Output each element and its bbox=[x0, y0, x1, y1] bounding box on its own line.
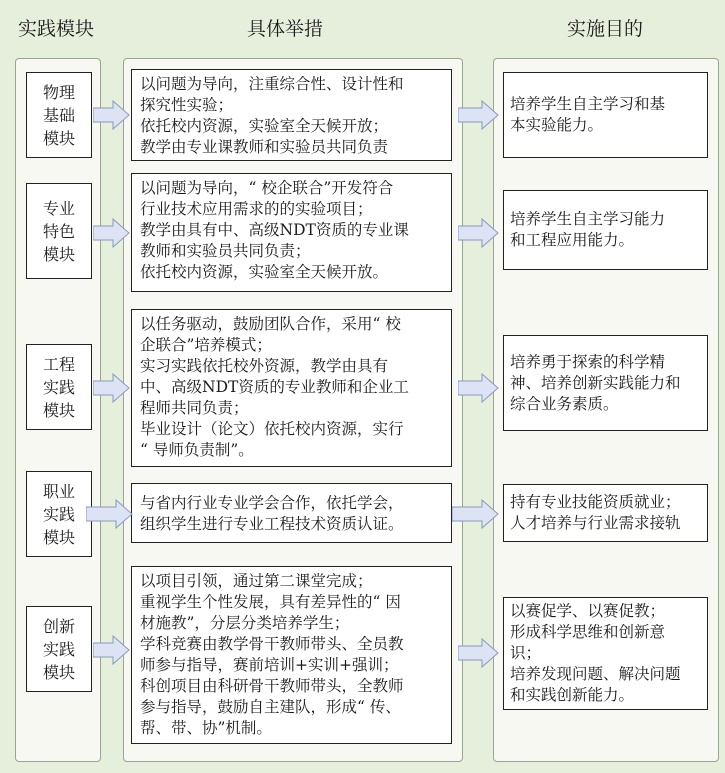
goal-line: 本实验能力。 bbox=[510, 116, 604, 134]
measure-line: 与省内行业专业学会合作，依托学会， bbox=[140, 494, 404, 512]
module-box bbox=[26, 606, 92, 692]
measure-line: 中、高级NDT资质的专业教师和企业工 bbox=[140, 378, 409, 396]
goal-box bbox=[503, 335, 708, 431]
measure-line: 以问题为导向，注重综合性、设计性和 bbox=[140, 75, 404, 93]
measure-line: 教师和实验员共同负责； bbox=[140, 242, 311, 260]
goal-line: 以赛促学、以赛促教； bbox=[510, 602, 666, 620]
measure-line: 程师共同负责； bbox=[140, 399, 249, 417]
goal-box bbox=[503, 72, 708, 158]
measure-line: 以问题为导向，“ 校企联合”开发符合 bbox=[140, 179, 394, 197]
goal-box bbox=[503, 190, 708, 270]
measure-line: 以任务驱动，鼓励团队合作，采用“ 校 bbox=[140, 315, 401, 333]
module-text: 实践 bbox=[42, 377, 75, 397]
module-text: 模块 bbox=[42, 527, 75, 547]
module-text: 实践 bbox=[42, 504, 75, 524]
measure-line: 学科竞赛由教学骨干教师带头、全员教 bbox=[140, 635, 404, 653]
measure-line: 帮、带、协”机制。 bbox=[140, 719, 272, 737]
measure-line: 重视学生个性发展，具有差异性的“ 因 bbox=[140, 593, 401, 611]
measure-line: 材施教”，分层分类培养学生； bbox=[140, 614, 350, 632]
module-text: 基础 bbox=[42, 105, 75, 125]
goal-line: 识； bbox=[510, 644, 542, 662]
goal-line: 培养发现问题、解决问题 bbox=[510, 665, 681, 683]
module-text: 特色 bbox=[42, 221, 75, 241]
arrow-right-icon bbox=[86, 499, 134, 529]
arrow-right-icon bbox=[93, 218, 131, 248]
module-text: 工程 bbox=[42, 354, 75, 374]
module-text: 模块 bbox=[42, 662, 75, 682]
header-goals: 实施目的 bbox=[567, 18, 644, 40]
arrow-right-icon bbox=[93, 635, 131, 665]
measure-line: 参与指导，鼓励自主建队，形成“ 传、 bbox=[140, 698, 401, 716]
goal-line: 人才培养与行业需求接轨 bbox=[510, 514, 681, 532]
module-text: 物理 bbox=[42, 82, 75, 102]
goal-line: 培养学生自主学习和基 bbox=[510, 95, 666, 113]
measures-box bbox=[131, 309, 452, 467]
goal-line: 培养学生自主学习能力 bbox=[510, 210, 666, 228]
measure-line: 科创项目由科研骨干教师带头，全教师 bbox=[140, 677, 404, 695]
measure-line: 以项目引领，通过第二课堂完成； bbox=[140, 572, 373, 590]
goal-line: 培养勇于探索的科学精 bbox=[510, 352, 666, 371]
measure-line: 依托校内资源，实验室全天候开放。 bbox=[140, 263, 389, 281]
module-box bbox=[26, 72, 92, 158]
measure-line: 毕业设计（论文）依托校内资源，实行 bbox=[140, 420, 404, 438]
arrow-right-icon bbox=[452, 499, 500, 529]
arrow-right-icon bbox=[93, 373, 131, 403]
goal-box bbox=[503, 597, 708, 710]
measure-line: 探究性实验； bbox=[140, 96, 234, 114]
goal-line: 神、培养创新实践能力和 bbox=[510, 373, 681, 392]
measure-line: 教学由具有中、高级NDT资质的专业课 bbox=[140, 221, 409, 239]
goal-box bbox=[503, 484, 708, 542]
module-text: 职业 bbox=[42, 481, 75, 501]
module-box bbox=[26, 471, 92, 557]
module-text: 创新 bbox=[42, 616, 75, 636]
measure-line: 组织学生进行专业工程技术资质认证。 bbox=[140, 515, 404, 533]
goal-line: 和实践创新能力。 bbox=[510, 686, 635, 704]
module-text: 模块 bbox=[42, 128, 75, 148]
measure-line: 企联合”培养模式； bbox=[140, 336, 272, 354]
measure-line: 依托校内资源，实验室全天候开放； bbox=[140, 117, 389, 135]
measures-box bbox=[131, 483, 452, 543]
arrow-right-icon bbox=[458, 100, 500, 130]
measure-line: 实习实践依托校外资源，教学由具有 bbox=[140, 357, 389, 375]
header-modules: 实践模块 bbox=[18, 18, 95, 40]
arrow-right-icon bbox=[458, 638, 500, 668]
measures-box bbox=[131, 173, 452, 292]
arrow-right-icon bbox=[93, 100, 131, 130]
measure-line: 行业技术应用需求的的实验项目； bbox=[140, 200, 373, 218]
arrow-right-icon bbox=[458, 373, 500, 403]
module-box bbox=[26, 344, 92, 430]
goal-line: 和工程应用能力。 bbox=[510, 231, 635, 249]
module-box bbox=[26, 183, 92, 279]
module-text: 模块 bbox=[42, 244, 75, 264]
goal-line: 形成科学思维和创新意 bbox=[510, 623, 666, 641]
measures-box bbox=[131, 566, 452, 744]
module-text: 实践 bbox=[42, 639, 75, 659]
measure-line: 师参与指导，赛前培训+实训+强训； bbox=[140, 656, 399, 674]
header-measures: 具体举措 bbox=[247, 18, 324, 40]
measures-box bbox=[131, 69, 452, 161]
arrow-right-icon bbox=[458, 218, 500, 248]
measure-line: “ 导师负责制”。 bbox=[140, 441, 254, 459]
goal-line: 综合业务素质。 bbox=[510, 394, 619, 413]
module-text: 专业 bbox=[42, 198, 75, 218]
goal-line: 持有专业技能资质就业； bbox=[510, 493, 681, 511]
measure-line: 教学由专业课教师和实验员共同负责 bbox=[140, 138, 389, 156]
module-text: 模块 bbox=[42, 400, 75, 420]
